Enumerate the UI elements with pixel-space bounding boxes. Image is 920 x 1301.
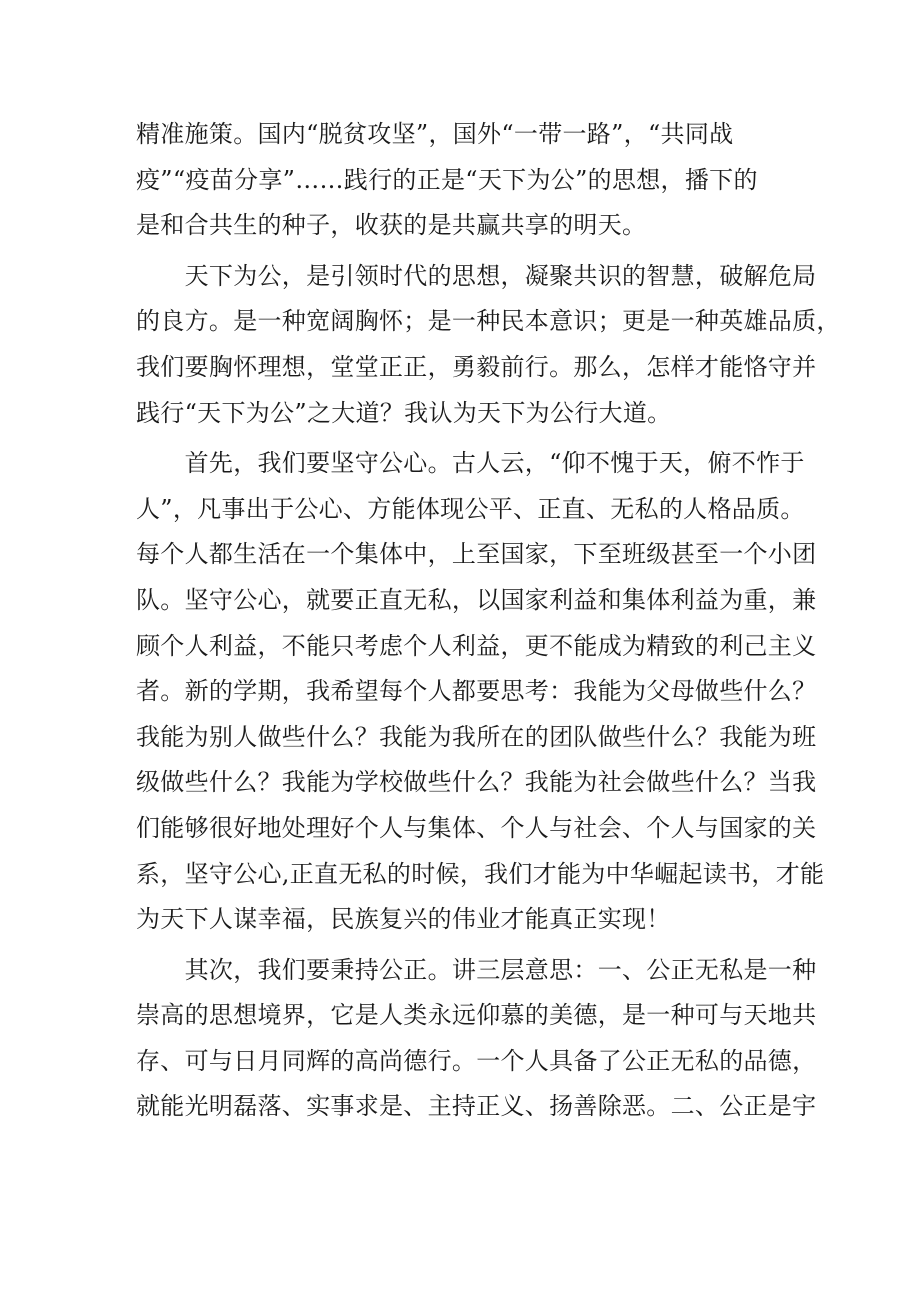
text-line: 其次，我们要秉持公正。讲三层意思：一、公正无私是一种: [136, 955, 817, 984]
text-line: 级做些什么？我能为学校做些什么？我能为社会做些什么？当我: [136, 768, 817, 797]
text-line: 就能光明磊落、实事求是、主持正义、扬善除恶。二、公正是宇: [136, 1092, 817, 1121]
text-line: 人”，凡事出于公心、方能体现公平、正直、无私的人格品质。: [136, 494, 805, 523]
document-body: [136, 112, 841, 1130]
paragraph: [136, 254, 841, 436]
text-line: 是和合共生的种子，收获的是共赢共享的明天。: [136, 211, 647, 240]
text-line: 疫”“疫苗分享”……践行的正是“天下为公”的思想，播下的: [136, 165, 758, 194]
paragraph: [136, 441, 825, 943]
text-line: 为天下人谋幸福，民族复兴的伟业才能真正实现！: [136, 905, 671, 934]
text-line: 首先，我们要坚守公心。古人云，“仰不愧于天，俯不怍于: [136, 449, 805, 478]
text-line: 系，坚守公心,正直无私的时候，我们才能为中华崛起读书，才能: [136, 859, 825, 888]
text-line: 践行“天下为公”之大道？我认为天下为公行大道。: [136, 398, 672, 427]
text-line: 者。新的学期，我希望每个人都要思考：我能为父母做些什么？: [136, 677, 817, 706]
text-line: 们能够很好地处理好个人与集体、个人与社会、个人与国家的关: [136, 813, 817, 842]
text-line: 队。坚守公心，就要正直无私，以国家利益和集体利益为重，兼: [136, 585, 817, 614]
text-line: 精准施策。国内“脱贫攻坚”，国外“一带一路”，“共同战: [136, 120, 734, 148]
text-line: 天下为公，是引领时代的思想，凝聚共识的智慧，破解危局: [136, 261, 817, 290]
text-line: 我能为别人做些什么？我能为我所在的团队做些什么？我能为班: [136, 722, 817, 751]
text-line: 每个人都生活在一个集体中，上至国家，下至班级甚至一个小团: [136, 540, 817, 569]
text-line: 存、可与日月同辉的高尚德行。一个人具备了公正无私的品德，: [136, 1046, 817, 1075]
text-line: 的良方。是一种宽阔胸怀；是一种民本意识；更是一种英雄品质，: [136, 307, 841, 336]
text-line: 崇高的思想境界，它是人类永远仰慕的美德，是一种可与天地共: [136, 1001, 817, 1030]
text-line: 我们要胸怀理想，堂堂正正，勇毅前行。那么，怎样才能恪守并: [136, 352, 817, 381]
text-line: 顾个人利益，不能只考虑个人利益，更不能成为精致的利己主义: [136, 631, 817, 660]
paragraph: [136, 112, 788, 249]
paragraph: [136, 948, 817, 1130]
